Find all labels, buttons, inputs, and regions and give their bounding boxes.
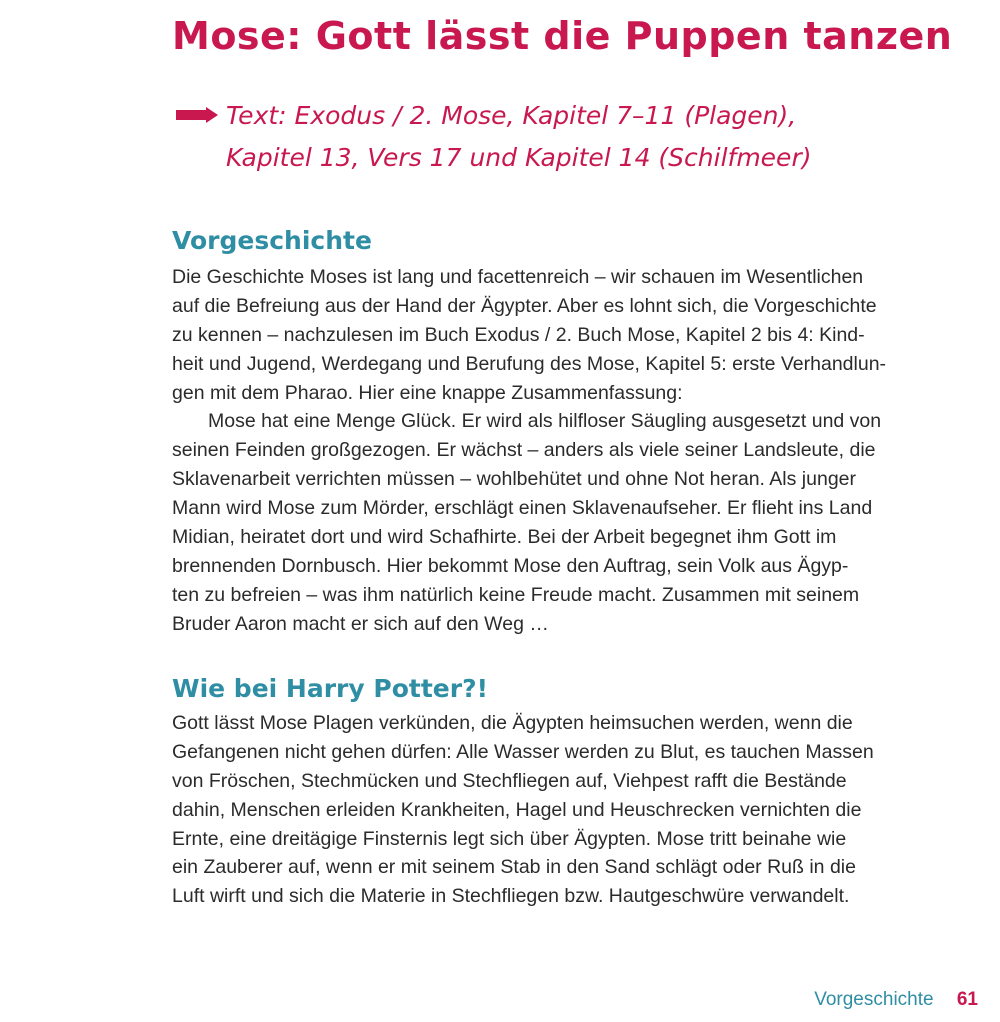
- text-line: Luft wirft und sich die Materie in Stechfliegen bzw. Hautgeschwüre verwandelt.: [172, 885, 850, 908]
- text-line: ein Zauberer auf, wenn er mit seinem Stab in den Sand schlägt oder Ruß in die: [172, 856, 856, 879]
- section-body-vorgeschichte: [172, 263, 902, 639]
- arrow-right-icon: [176, 107, 218, 123]
- text-line: Mose hat eine Menge Glück. Er wird als hilfloser Säugling ausgesetzt und von: [208, 410, 882, 433]
- text-line: Gefangenen nicht gehen dürfen: Alle Wasser werden zu Blut, es tauchen Massen: [172, 740, 874, 763]
- page-footer: [814, 986, 978, 1014]
- text-line: Sklavenarbeit verrichten müssen – wohlbehütet und ohne Not heran. Als junger: [172, 468, 857, 491]
- text-line: zu kennen – nachzulesen im Buch Exodus / 2. Buch Mose, Kapitel 2 bis 4: Kind-: [172, 323, 865, 346]
- text-line: gen mit dem Pharao. Hier eine knappe Zusammenfassung:: [172, 381, 683, 404]
- text-line: dahin, Menschen erleiden Krankheiten, Hagel und Heuschrecken vernichten die: [172, 798, 862, 821]
- section-heading-harry-potter: Wie bei Harry Potter?!: [172, 674, 488, 703]
- text-line: Die Geschichte Moses ist lang und facettenreich – wir schauen im Wesentlichen: [172, 266, 864, 288]
- text-line: ten zu befreien – was ihm natürlich keine Freude macht. Zusammen mit seinem: [172, 583, 860, 606]
- page-number: 61: [956, 989, 978, 1010]
- source-reference-line: Text: Exodus / 2. Mose, Kapitel 7–11 (Plagen),: [226, 101, 797, 130]
- text-line: Gott lässt Mose Plagen verkünden, die Ägypten heimsuchen werden, wenn die: [172, 712, 853, 734]
- text-line: seinen Feinden großgezogen. Er wächst – anders als viele seiner Landsleute, die: [172, 439, 876, 462]
- text-line: Mann wird Mose zum Mörder, erschlägt einen Sklavenaufseher. Er flieht ins Land: [172, 497, 873, 520]
- text-line: auf die Befreiung aus der Hand der Ägypter. Aber es lohnt sich, die Vorgeschichte: [172, 294, 877, 317]
- text-line: Ernte, eine dreitägige Finsternis legt sich über Ägypten. Mose tritt beinahe wie: [172, 827, 847, 850]
- source-reference-line: Kapitel 13, Vers 17 und Kapitel 14 (Schilfmeer): [226, 143, 812, 172]
- text-line: heit und Jugend, Werdegang und Berufung des Mose, Kapitel 5: erste Verhandlun-: [172, 352, 887, 375]
- text-line: brennenden Dornbusch. Hier bekommt Mose den Auftrag, sein Volk aus Ägyp-: [172, 554, 849, 577]
- section-body-harry-potter: [172, 709, 902, 911]
- text-line: von Fröschen, Stechmücken und Stechfliegen auf, Viehpest rafft die Bestände: [172, 769, 847, 792]
- text-line: Bruder Aaron macht er sich auf den Weg …: [172, 612, 549, 635]
- section-heading-vorgeschichte: Vorgeschichte: [172, 226, 372, 255]
- page-title: Mose: Gott lässt die Puppen tanzen: [172, 14, 953, 58]
- text-line: Midian, heiratet dort und wird Schafhirte. Bei der Arbeit begegnet ihm Gott im: [172, 526, 837, 549]
- running-footer-section: Vorgeschichte: [814, 989, 934, 1010]
